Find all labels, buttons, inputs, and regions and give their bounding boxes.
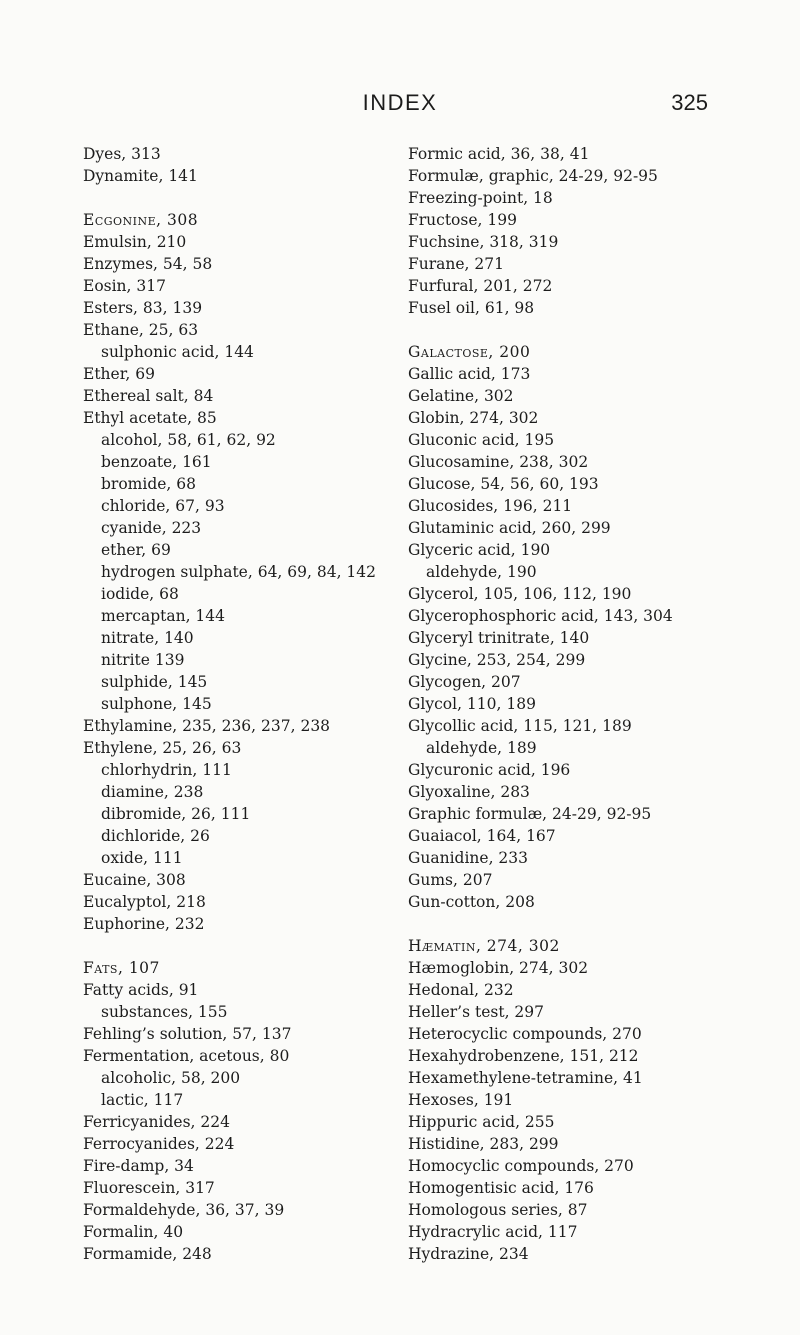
index-subentry: alcoholic, 58, 200 bbox=[101, 1069, 241, 1087]
index-entry: Glycollic acid, 115, 121, 189 bbox=[408, 717, 632, 735]
page-header bbox=[0, 90, 800, 120]
index-entry: Fluorescein, 317 bbox=[83, 1179, 215, 1197]
index-entry: Heterocyclic compounds, 270 bbox=[408, 1025, 642, 1043]
index-entry: Globin, 274, 302 bbox=[408, 409, 539, 427]
index-entry: Histidine, 283, 299 bbox=[408, 1135, 559, 1153]
index-entry: Homologous series, 87 bbox=[408, 1201, 588, 1219]
index-entry: Ferrocyanides, 224 bbox=[83, 1135, 235, 1153]
index-entry: Euphorine, 232 bbox=[83, 915, 205, 933]
page-title: INDEX bbox=[362, 90, 438, 115]
index-entry: Glyoxaline, 283 bbox=[408, 783, 530, 801]
index-entry: Ethylene, 25, 26, 63 bbox=[83, 739, 242, 757]
index-entry: Gums, 207 bbox=[408, 871, 493, 889]
index-subentry: chloride, 67, 93 bbox=[101, 497, 225, 515]
index-entry: Homogentisic acid, 176 bbox=[408, 1179, 594, 1197]
index-entry: Glyceric acid, 190 bbox=[408, 541, 551, 559]
index-subentry: bromide, 68 bbox=[101, 475, 196, 493]
index-entry: Enzymes, 54, 58 bbox=[83, 255, 213, 273]
index-entry: Hexamethylene-tetramine, 41 bbox=[408, 1069, 643, 1087]
index-entry: Guanidine, 233 bbox=[408, 849, 529, 867]
index-entry: Ethylamine, 235, 236, 237, 238 bbox=[83, 717, 331, 735]
index-entry: Ethane, 25, 63 bbox=[83, 321, 199, 339]
index-entry: Fermentation, acetous, 80 bbox=[83, 1047, 290, 1065]
index-column-left bbox=[83, 143, 413, 1265]
index-entry: Fusel oil, 61, 98 bbox=[408, 299, 535, 317]
index-entry: Dynamite, 141 bbox=[83, 167, 198, 185]
index-entry: Gun-cotton, 208 bbox=[408, 893, 535, 911]
index-subentry: sulphone, 145 bbox=[101, 695, 212, 713]
index-subentry: oxide, 111 bbox=[101, 849, 183, 867]
index-entry: Ecgonine, 308 bbox=[83, 211, 199, 229]
index-entry: Heller’s test, 297 bbox=[408, 1003, 545, 1021]
index-entry: Hedonal, 232 bbox=[408, 981, 514, 999]
index-entry: Fats, 107 bbox=[83, 959, 160, 977]
index-subentry: lactic, 117 bbox=[101, 1091, 184, 1109]
index-entry: Formic acid, 36, 38, 41 bbox=[408, 145, 590, 163]
index-entry: Gelatine, 302 bbox=[408, 387, 514, 405]
index-entry: Gallic acid, 173 bbox=[408, 365, 531, 383]
page-number: 325 bbox=[671, 90, 708, 115]
index-subentry: nitrite 139 bbox=[101, 651, 185, 669]
index-entry: Ferricyanides, 224 bbox=[83, 1113, 230, 1131]
index-entry: Eosin, 317 bbox=[83, 277, 166, 295]
index-entry: Ether, 69 bbox=[83, 365, 155, 383]
index-subentry: aldehyde, 190 bbox=[426, 563, 537, 581]
index-entry: Glutaminic acid, 260, 299 bbox=[408, 519, 611, 537]
index-entry: Ethyl acetate, 85 bbox=[83, 409, 217, 427]
index-entry: Glycine, 253, 254, 299 bbox=[408, 651, 586, 669]
index-entry: Graphic formulæ, 24-29, 92-95 bbox=[408, 805, 652, 823]
index-entry: Fuchsine, 318, 319 bbox=[408, 233, 559, 251]
index-entry: Esters, 83, 139 bbox=[83, 299, 203, 317]
index-subentry: chlorhydrin, 111 bbox=[101, 761, 232, 779]
index-subentry: alcohol, 58, 61, 62, 92 bbox=[101, 431, 276, 449]
index-subentry: iodide, 68 bbox=[101, 585, 179, 603]
index-subentry: dibromide, 26, 111 bbox=[101, 805, 251, 823]
index-subentry: hydrogen sulphate, 64, 69, 84, 142 bbox=[101, 563, 377, 581]
index-entry: Glycogen, 207 bbox=[408, 673, 521, 691]
index-entry: Fehling’s solution, 57, 137 bbox=[83, 1025, 292, 1043]
index-subentry: nitrate, 140 bbox=[101, 629, 194, 647]
index-entry: Furfural, 201, 272 bbox=[408, 277, 553, 295]
index-entry: Fire-damp, 34 bbox=[83, 1157, 194, 1175]
index-entry: Gluconic acid, 195 bbox=[408, 431, 555, 449]
index-entry: Formalin, 40 bbox=[83, 1223, 184, 1241]
index-entry: Hexoses, 191 bbox=[408, 1091, 514, 1109]
index-entry: Freezing-point, 18 bbox=[408, 189, 553, 207]
index-subentry: aldehyde, 189 bbox=[426, 739, 537, 757]
index-entry: Homocyclic compounds, 270 bbox=[408, 1157, 634, 1175]
index-entry: Hæmatin, 274, 302 bbox=[408, 937, 560, 955]
index-entry: Glycuronic acid, 196 bbox=[408, 761, 571, 779]
index-subentry: sulphonic acid, 144 bbox=[101, 343, 254, 361]
index-subentry: sulphide, 145 bbox=[101, 673, 208, 691]
index-entry: Guaiacol, 164, 167 bbox=[408, 827, 556, 845]
index-entry: Ethereal salt, 84 bbox=[83, 387, 214, 405]
index-entry: Hæmoglobin, 274, 302 bbox=[408, 959, 589, 977]
index-subentry: substances, 155 bbox=[101, 1003, 228, 1021]
index-subentry: benzoate, 161 bbox=[101, 453, 212, 471]
index-entry: Emulsin, 210 bbox=[83, 233, 187, 251]
index-column-right bbox=[408, 143, 778, 1265]
index-entry: Glycerophosphoric acid, 143, 304 bbox=[408, 607, 673, 625]
index-entry: Fatty acids, 91 bbox=[83, 981, 199, 999]
index-subentry: dichloride, 26 bbox=[101, 827, 210, 845]
index-subentry: mercaptan, 144 bbox=[101, 607, 226, 625]
index-entry: Hippuric acid, 255 bbox=[408, 1113, 555, 1131]
index-entry: Glyceryl trinitrate, 140 bbox=[408, 629, 590, 647]
index-entry: Eucalyptol, 218 bbox=[83, 893, 206, 911]
index-entry: Glycerol, 105, 106, 112, 190 bbox=[408, 585, 632, 603]
index-entry: Glucosamine, 238, 302 bbox=[408, 453, 589, 471]
index-entry: Hexahydrobenzene, 151, 212 bbox=[408, 1047, 639, 1065]
index-entry: Hydracrylic acid, 117 bbox=[408, 1223, 578, 1241]
index-subentry: diamine, 238 bbox=[101, 783, 204, 801]
index-entry: Dyes, 313 bbox=[83, 145, 161, 163]
index-entry: Fructose, 199 bbox=[408, 211, 517, 229]
index-entry: Galactose, 200 bbox=[408, 343, 531, 361]
index-entry: Glucosides, 196, 211 bbox=[408, 497, 573, 515]
index-entry: Glycol, 110, 189 bbox=[408, 695, 536, 713]
index-subentry: cyanide, 223 bbox=[101, 519, 202, 537]
index-entry: Glucose, 54, 56, 60, 193 bbox=[408, 475, 599, 493]
index-entry: Formaldehyde, 36, 37, 39 bbox=[83, 1201, 285, 1219]
index-entry: Formulæ, graphic, 24-29, 92-95 bbox=[408, 167, 658, 185]
index-subentry: ether, 69 bbox=[101, 541, 171, 559]
index-entry: Formamide, 248 bbox=[83, 1245, 212, 1263]
index-entry: Furane, 271 bbox=[408, 255, 504, 273]
index-entry: Eucaine, 308 bbox=[83, 871, 186, 889]
index-entry: Hydrazine, 234 bbox=[408, 1245, 529, 1263]
